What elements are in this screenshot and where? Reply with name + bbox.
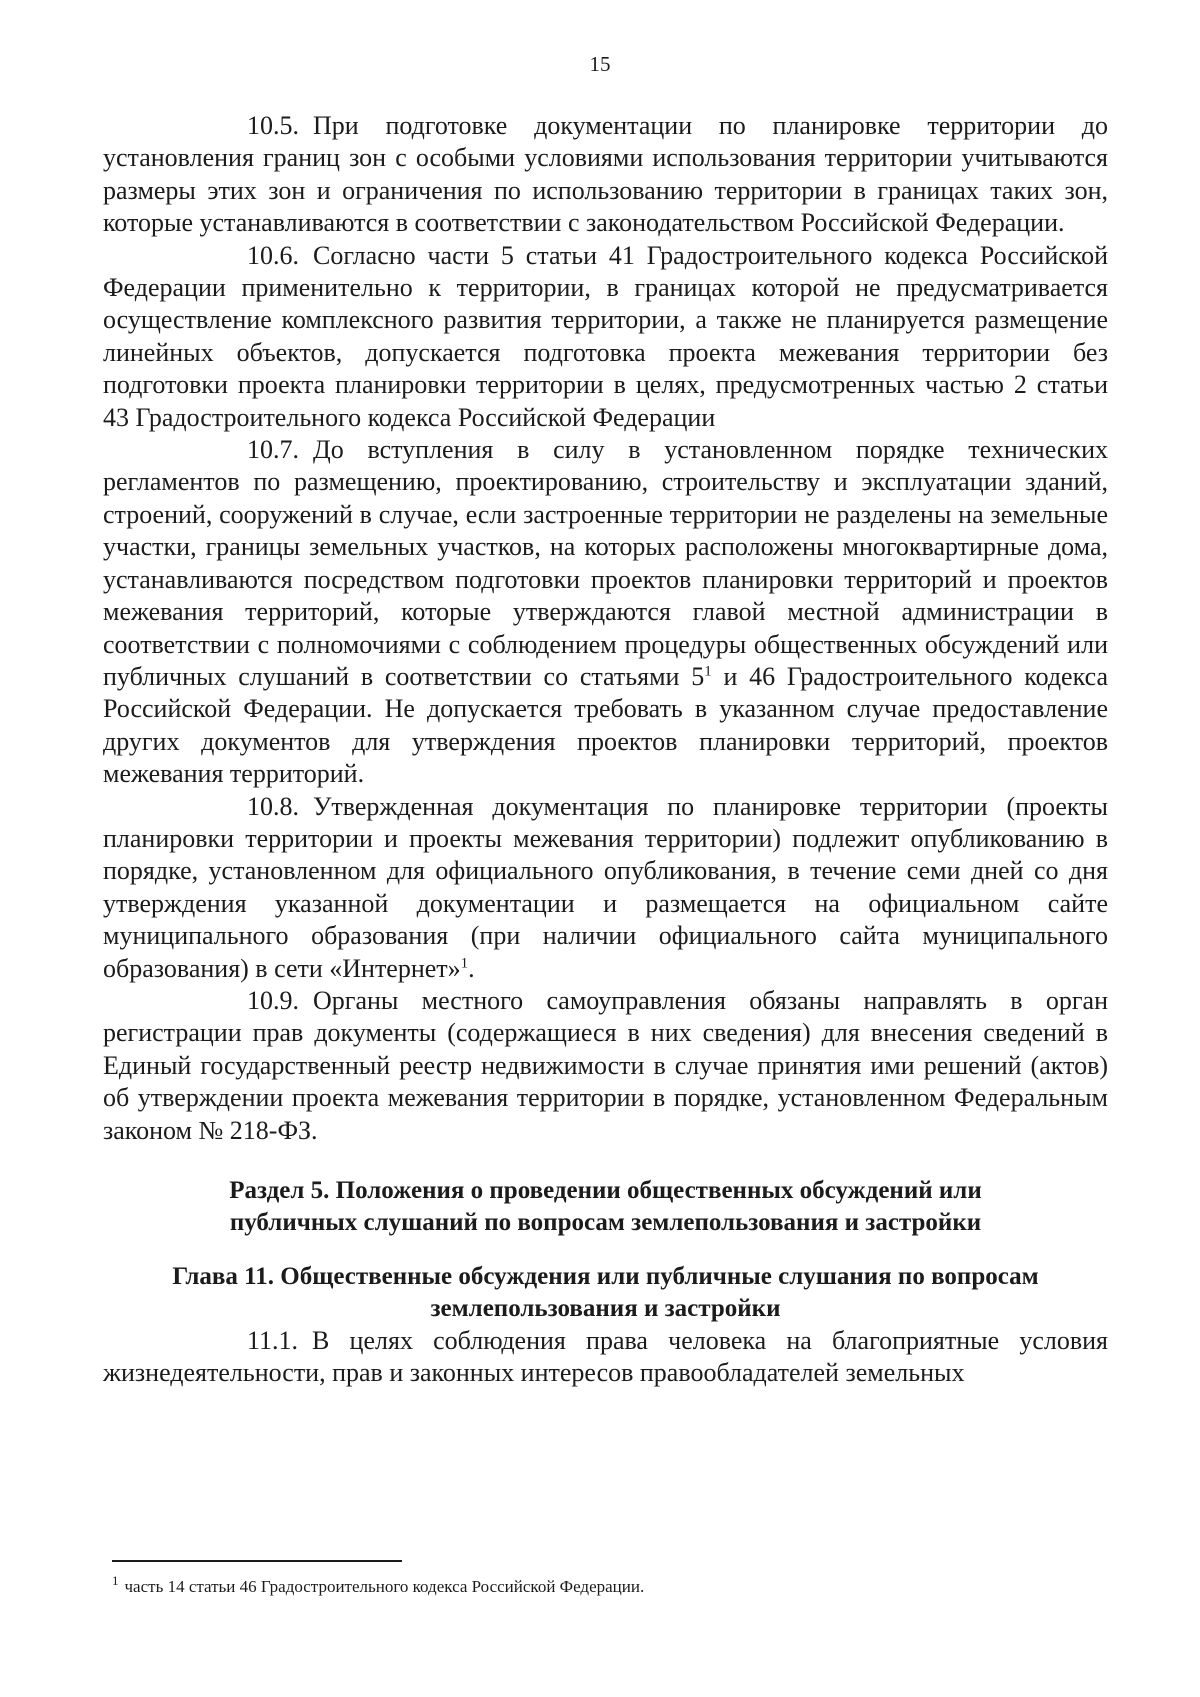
paragraph-11-1 — [103, 1325, 1108, 1390]
paragraph-number: 10.9. — [247, 985, 299, 1015]
paragraph-text: При подготовке документации по планировке территории до установления границ зон с особыми условиями использования территории учитываются размеры этих зон и ограничения по использованию территории в границах таких зон, которые устанавливаются в соответствии с законодательством Российской Федерации. — [103, 111, 1108, 238]
footnote-divider — [112, 1560, 402, 1562]
paragraph-number: 11.1. — [247, 1326, 299, 1355]
footnote — [112, 1573, 1112, 1598]
section-title-line: публичных слушаний по вопросам землепользования и застройки — [229, 1209, 982, 1236]
paragraph-text-continued: . — [468, 953, 475, 983]
paragraph-text-continued: и 46 Градостроительного кодекса Российской Федерации. Не допускается требовать в указанном случае предоставление других документов для утверждения проектов планировки территорий, проектов межевания территорий. — [103, 661, 1108, 789]
section-title-line: Раздел 5. Положения о проведении общественных обсуждений или — [229, 1177, 982, 1204]
chapter-title — [103, 1261, 1108, 1325]
paragraph-text: В целях соблюдения права человека на благоприятные условия жизнедеятельности, прав и законных интересов правообладателей земельных — [103, 1326, 1108, 1388]
section-title — [103, 1175, 1108, 1239]
paragraph-number: 10.7. — [247, 435, 299, 465]
paragraph-number: 10.5. — [247, 111, 299, 140]
document-body — [103, 110, 1108, 1390]
footnote-mark: 1 — [112, 1573, 119, 1589]
footnote-text: часть 14 статьи 46 Градостроительного кодекса Российской Федерации. — [124, 1577, 645, 1596]
paragraph-text: Утвержденная документация по планировке территории (проекты планировки территории и проекты межевания территории) подлежит опубликованию в порядке, установленном для официального опубликования, в течение семи дней со дня утверждения указанной документации и размещается на официальном сайте муниципального образования (при наличии официального сайта муниципального образования) в сети «Интернет» — [103, 791, 1108, 983]
paragraph-10-7 — [103, 434, 1108, 790]
paragraph-10-5 — [103, 110, 1108, 240]
paragraph-text: До вступления в силу в установленном порядке технических регламентов по размещению, проектированию, строительству и эксплуатации зданий, строений, сооружений в случае, если застроенные территории не разделены на земельные участки, границы земельных участков, на которых расположены многоквартирные дома, устанавливаются посредством подготовки проектов планировки территорий и проектов межевания территорий, которые утверждаются главой местной администрации в соответствии с полномочиями с соблюдением процедуры общественных обсуждений или публичных слушаний в соответствии со статьями 5 — [103, 435, 1108, 691]
chapter-title-line: землепользования и застройки — [430, 1295, 781, 1322]
paragraph-10-6 — [103, 240, 1108, 434]
paragraph-10-8 — [103, 791, 1108, 985]
page-number: 15 — [589, 52, 611, 76]
footnote-reference: 1 — [460, 954, 469, 971]
paragraph-10-9 — [103, 985, 1108, 1147]
paragraph-text: Органы местного самоуправления обязаны направлять в орган регистрации прав документы (содержащиеся в них сведения) для внесения сведений в Единый государственный реестр недвижимости в случае принятия ими решений (актов) об утверждении проекта межевания территории в порядке, установленном Федеральным законом № 218-ФЗ. — [103, 985, 1108, 1145]
chapter-title-line: Глава 11. Общественные обсуждения или публичные слушания по вопросам — [172, 1263, 1039, 1290]
paragraph-number: 10.6. — [247, 240, 299, 270]
footnote-reference: 1 — [704, 663, 712, 680]
paragraph-text: Согласно части 5 статьи 41 Градостроительного кодекса Российской Федерации применительно к территории, в границах которой не предусматривается осуществление комплексного развития территории, а также не планируется размещение линейных объектов, допускается подготовка проекта межевания территории без подготовки проекта планировки территории в целях, предусмотренных частью 2 статьи 43 Градостроительного кодекса Российской Федерации — [103, 240, 1108, 432]
paragraph-number: 10.8. — [247, 791, 299, 821]
